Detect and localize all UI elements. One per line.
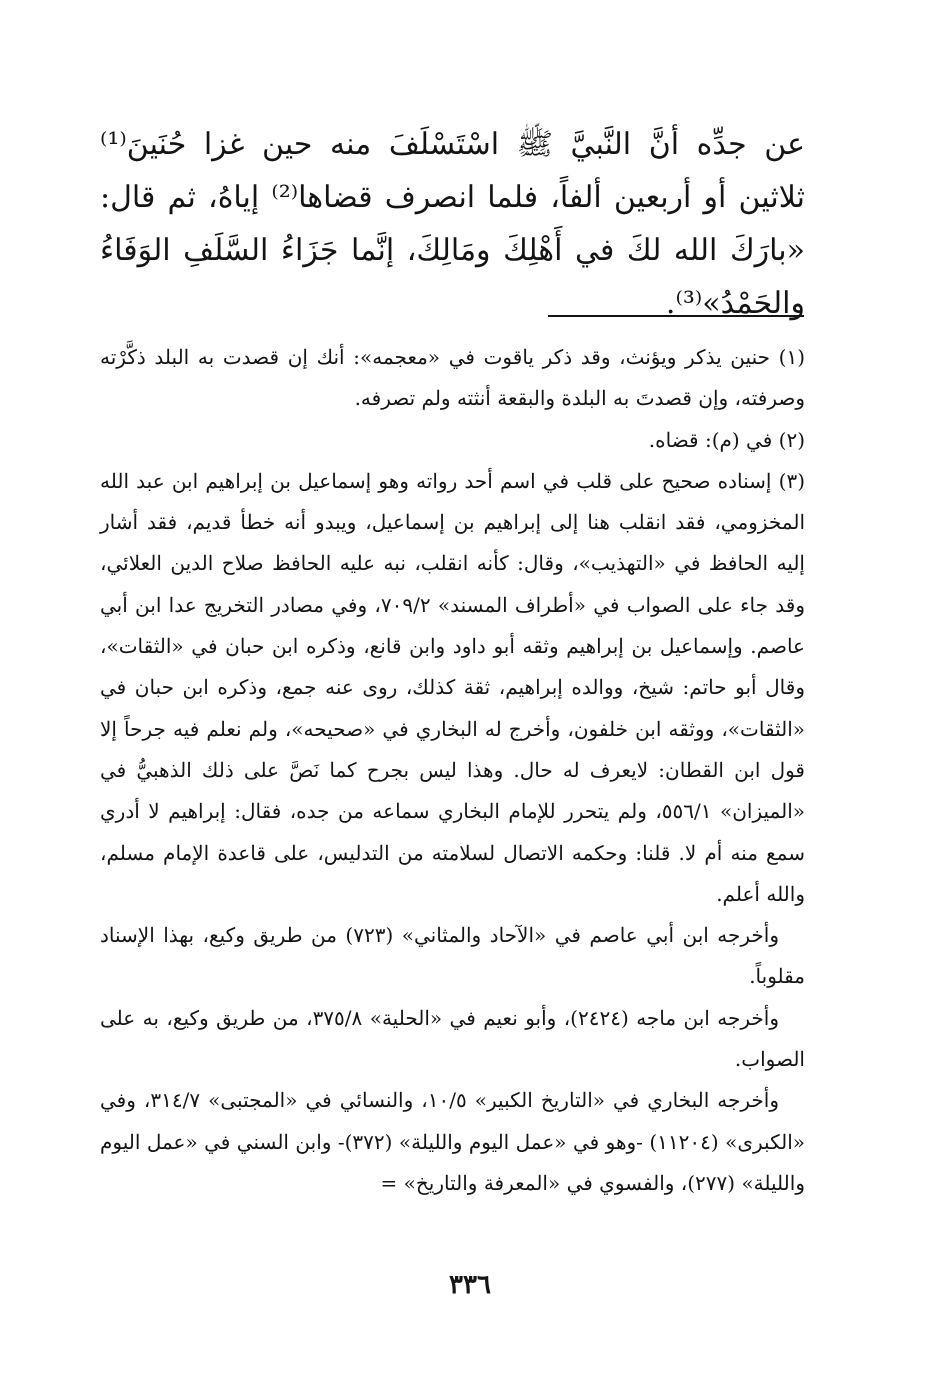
footnote-paragraph-6: وأخرجه البخاري في «التاريخ الكبير» ١٠/٥، والنسائي في «المجتبى» ٣١٤/٧، وفي «الكبرى» (١١٢٠٤) -وهو في «عمل اليوم والليلة» (٣٧٢)- وابن السني في «عمل اليوم والليلة» (٢٧٧)، والفسوي في «المعرفة والتاريخ» = [100, 1088, 805, 1195]
page-number: ٣٣٦ [449, 1270, 491, 1300]
footnote-3: (٣) إسناده صحيح على قلب في اسم أحد رواته وهو إسماعيل بن إبراهيم ابن عبد الله المخزومي، فقد انقلب هنا إلى إبراهيم بن إسماعيل، ويبدو أنه خطأ قديم، فقد أشار إليه الحافظ في «التهذيب»، وقال: كأنه انقلب، نبه عليه الحافظ صلاح الدين العلائي، وقد جاء على الصواب في «أطراف المسند» ٧٠٩/٢، وفي مصادر التخريج عدا ابن أبي عاصم. وإسماعيل بن إبراهيم وثقه أبو داود وابن قانع، وذكره ابن حبان في «الثقات»، وقال أبو حاتم: شيخ، ووالده إبراهيم، ثقة كذلك، روى عنه جمع، وذكره ابن حبان في «الثقات»، ووثقه ابن خلفون، وأخرج له البخاري في «صحيحه»، ولم نعلم فيه جرحاً إلا قول ابن القطان: لايعرف له حال. وهذا ليس بجرح كما نَصَّ على ذلك الذهبيُّ في «الميزان» ٥٥٦/١، ولم يتحرر للإمام البخاري سماعه من جده، فقال: إبراهيم لا أدري سمع منه أم لا. قلنا: وحكمه الاتصال لسلامته من التدليس، على قاعدة الإمام مسلم، والله أعلم. [100, 468, 805, 906]
footnotes-block [100, 337, 805, 1204]
footnote-1: (١) حنين يذكر ويؤنث، وقد ذكر ياقوت في «معجمه»: أنك إن قصدت به البلد ذكَّرْته وصرفته، وإن قصدتَ به البلدة والبقعة أنثته ولم تصرفه. [100, 345, 805, 411]
footnote-paragraph-4: وأخرجه ابن أبي عاصم في «الآحاد والمثاني» (٧٢٣) من طريق وكيع، بهذا الإسناد مقلوباً. [100, 923, 805, 989]
footnote-2: (٢) في (م): قضاه. [648, 427, 805, 452]
main-text: عن جدِّه أنَّ النَّبيَّ ﷺ اسْتَسْلَفَ منه حين غزا حُنَينَ⁽¹⁾ ثلاثين أو أربعين ألفاً، فلما انصرف قضاها⁽²⁾ إياهُ، ثم قال: «بارَكَ الله لكَ في أَهْلِكَ ومَالِكَ، إنَّما جَزَاءُ السَّلَفِ الوَفَاءُ والحَمْدُ»⁽³⁾. [100, 127, 805, 321]
main-text-block [100, 118, 805, 330]
footnote-paragraph-5: وأخرجه ابن ماجه (٢٤٢٤)، وأبو نعيم في «الحلية» ٣٧٥/٨، من طريق وكيع، به على الصواب. [100, 1005, 805, 1072]
footnote-separator [548, 315, 804, 317]
